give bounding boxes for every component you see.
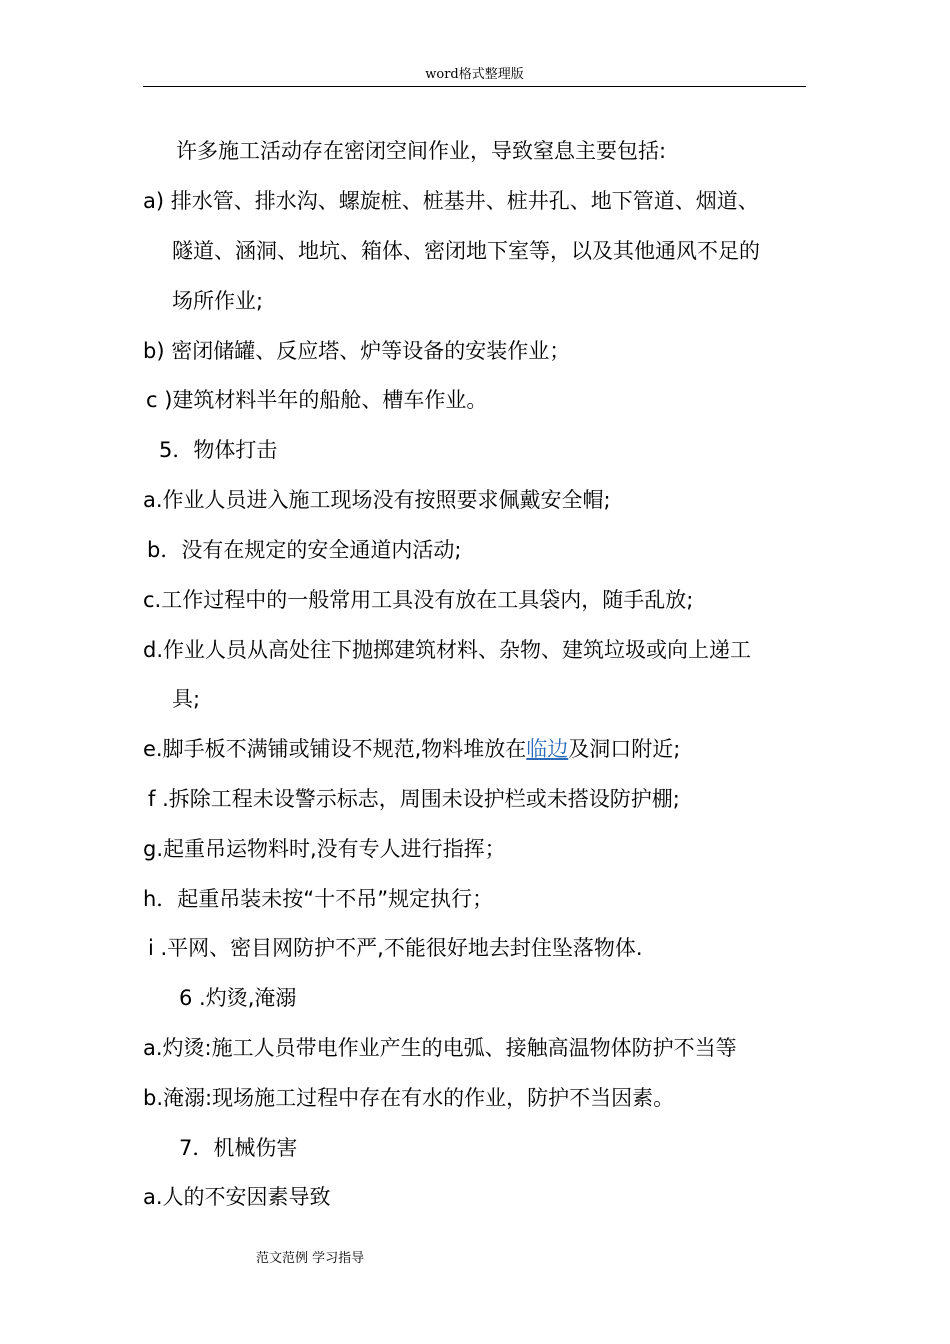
page-footer: 范文范例 学习指导 [256, 1251, 365, 1266]
list-item-e [143, 735, 680, 763]
list-item-d-cont: 具; [172, 687, 201, 711]
list-item-a-cont: 场所作业; [172, 289, 264, 313]
list-item-a: a.作业人员进入施工现场没有按照要求佩戴安全帽; [143, 488, 611, 512]
list-item-a-cont: 隧道、涵洞、地坑、箱体、密闭地下室等，以及其他通风不足的 [172, 239, 760, 263]
section-heading-7: 7．机械伤害 [179, 1136, 298, 1160]
linbian-link[interactable]: 临边 [526, 737, 569, 761]
list-item-g: g.起重吊运物料时,没有专人进行指挥； [143, 837, 506, 861]
list-item-a: a.人的不安因素导致 [143, 1185, 331, 1209]
page-header: word格式整理版 [143, 66, 806, 87]
section-heading-6: 6 .灼烫,淹溺 [179, 986, 297, 1010]
list-item-c: c.工作过程中的一般常用工具没有放在工具袋内，随手乱放; [143, 588, 694, 612]
list-item-d: d.作业人员从高处往下抛掷建筑材料、杂物、建筑垃圾或向上递工 [143, 638, 752, 662]
list-item-e-text: e.脚手板不满铺或铺设不规范,物料堆放在 [143, 737, 527, 761]
list-item-i: i .平网、密目网防护不严,不能很好地去封住坠落物体. [148, 936, 643, 960]
list-item-f: f .拆除工程未设警示标志，周围未设护栏或未搭设防护棚; [148, 787, 680, 811]
list-item-a: a.灼烫:施工人员带电作业产生的电弧、接触高温物体防护不当等 [143, 1036, 737, 1060]
list-item-h: h．起重吊装未按“十不吊”规定执行； [143, 887, 494, 911]
paragraph-line: 许多施工活动存在密闭空间作业，导致窒息主要包括: [176, 139, 667, 163]
list-item-a: a) 排水管、排水沟、螺旋桩、桩基井、桩井孔、地下管道、烟道、 [143, 189, 759, 213]
list-item-c: c )建筑材料半年的船舱、槽车作业。 [146, 388, 488, 412]
list-item-b: b) 密闭储罐、反应塔、炉等设备的安装作业； [143, 339, 571, 363]
list-item-b: b.淹溺:现场施工过程中存在有水的作业，防护不当因素。 [143, 1086, 675, 1110]
section-heading-5: 5．物体打击 [159, 438, 278, 462]
list-item-e-text-end: 及洞口附近; [568, 737, 681, 761]
list-item-b: b．没有在规定的安全通道内活动; [147, 538, 462, 562]
